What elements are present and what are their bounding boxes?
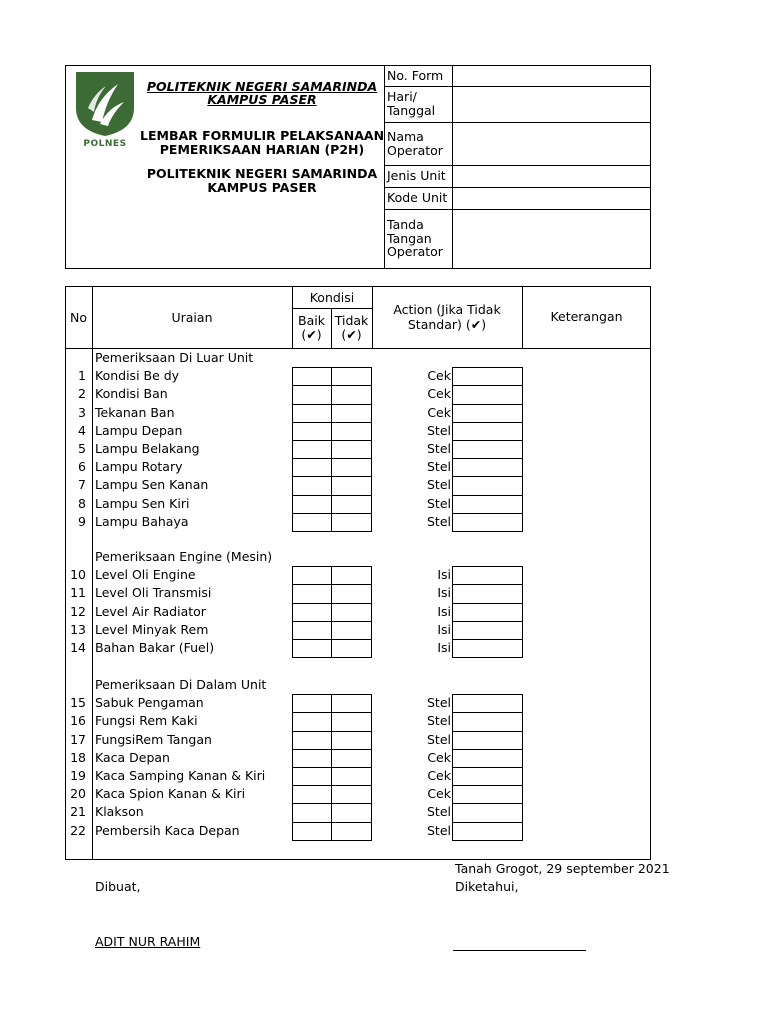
info-value-jenis-unit[interactable]	[453, 166, 650, 187]
item-action: Stel	[427, 477, 451, 493]
item-number: 17	[70, 731, 86, 747]
tidak-checkbox[interactable]	[331, 731, 372, 750]
item-number: 15	[70, 695, 86, 711]
keterangan-cell[interactable]	[452, 584, 523, 603]
section-title: Pemeriksaan Engine (Mesin)	[95, 549, 273, 564]
item-number: 18	[70, 749, 86, 765]
keterangan-cell[interactable]	[452, 440, 523, 459]
tidak-checkbox[interactable]	[331, 422, 372, 441]
col-header-tidak-check: (✔)	[341, 327, 362, 342]
col-header-action: Action (Jika Tidak	[393, 302, 501, 317]
col-header-tidak: Tidak	[334, 313, 369, 328]
item-name: Level Minyak Rem	[95, 621, 209, 637]
item-name: Lampu Sen Kanan	[95, 477, 209, 493]
keterangan-cell[interactable]	[452, 639, 523, 658]
info-label-operator: Operator	[387, 143, 443, 158]
item-action: Cek	[427, 768, 451, 783]
item-number: 5	[78, 441, 86, 456]
item-action: Cek	[427, 368, 451, 384]
item-name: Lampu Bahaya	[95, 513, 189, 529]
item-number: 14	[70, 640, 86, 655]
tidak-checkbox[interactable]	[331, 566, 372, 585]
col-header-baik: Baik	[298, 313, 325, 328]
item-name: Lampu Belakang	[95, 441, 200, 456]
baik-checkbox[interactable]	[292, 495, 332, 514]
col-header-baik-check: (✔)	[301, 327, 322, 342]
item-number: 9	[78, 513, 86, 529]
info-value-no-form[interactable]	[453, 66, 650, 86]
baik-checkbox[interactable]	[292, 639, 332, 658]
baik-checkbox[interactable]	[292, 422, 332, 441]
made-by-label: Dibuat,	[95, 879, 141, 894]
item-name: Level Oli Transmisi	[95, 585, 212, 601]
item-number: 20	[70, 786, 86, 802]
baik-checkbox[interactable]	[292, 566, 332, 585]
keterangan-cell[interactable]	[452, 749, 523, 768]
baik-checkbox[interactable]	[292, 458, 332, 477]
item-name: Kaca Samping Kanan & Kiri	[95, 768, 266, 783]
form-title-line2: PEMERIKSAAN HARIAN (P2H)	[159, 142, 365, 157]
info-label-tangan: Tangan	[387, 231, 432, 246]
baik-checkbox[interactable]	[292, 404, 332, 423]
keterangan-cell[interactable]	[452, 731, 523, 750]
info-value-tanda-tangan[interactable]	[453, 210, 650, 268]
keterangan-cell[interactable]	[452, 476, 523, 495]
item-name: Fungsi Rem Kaki	[95, 713, 198, 729]
item-action: Stel	[427, 695, 451, 711]
item-action: Isi	[437, 621, 451, 637]
tidak-checkbox[interactable]	[331, 712, 372, 731]
info-value-hari-tanggal[interactable]	[453, 87, 650, 122]
item-action: Stel	[427, 441, 451, 456]
baik-checkbox[interactable]	[292, 476, 332, 495]
keterangan-cell[interactable]	[452, 422, 523, 441]
info-value-nama-operator[interactable]	[453, 123, 650, 165]
keterangan-cell[interactable]	[452, 603, 523, 622]
item-name: Pembersih Kaca Depan	[95, 822, 240, 838]
info-label-jenis-unit: Jenis Unit	[387, 168, 446, 183]
baik-checkbox[interactable]	[292, 584, 332, 603]
item-name: Sabuk Pengaman	[95, 695, 204, 711]
item-number: 12	[70, 603, 86, 619]
tidak-checkbox[interactable]	[331, 404, 372, 423]
info-label-operator-sign: Operator	[387, 244, 443, 259]
institution2-line1: POLITEKNIK NEGERI SAMARINDA	[146, 166, 378, 181]
info-label-no-form: No. Form	[387, 68, 444, 83]
item-action: Isi	[437, 603, 451, 619]
tidak-checkbox[interactable]	[331, 367, 372, 386]
item-action: Stel	[427, 731, 451, 747]
baik-checkbox[interactable]	[292, 767, 332, 786]
tidak-checkbox[interactable]	[331, 621, 372, 640]
keterangan-cell[interactable]	[452, 385, 523, 404]
item-number: 22	[70, 822, 86, 838]
baik-checkbox[interactable]	[292, 603, 332, 622]
baik-checkbox[interactable]	[292, 621, 332, 640]
item-name: Kondisi Be dy	[95, 368, 180, 384]
baik-checkbox[interactable]	[292, 803, 332, 822]
tidak-checkbox[interactable]	[331, 584, 372, 603]
keterangan-cell[interactable]	[452, 513, 523, 532]
tidak-checkbox[interactable]	[331, 603, 372, 622]
item-action: Stel	[427, 459, 451, 475]
tidak-checkbox[interactable]	[331, 495, 372, 514]
item-number: 8	[78, 495, 86, 511]
tidak-checkbox[interactable]	[331, 803, 372, 822]
col-header-kondisi: Kondisi	[309, 290, 355, 305]
item-number: 19	[70, 768, 86, 783]
baik-checkbox[interactable]	[292, 367, 332, 386]
info-label-hari: Hari/	[387, 89, 417, 104]
item-action: Stel	[427, 495, 451, 511]
section-title: Pemeriksaan Di Luar Unit	[95, 350, 254, 365]
baik-checkbox[interactable]	[292, 731, 332, 750]
place-date: Tanah Grogot, 29 september 2021	[455, 861, 670, 876]
keterangan-cell[interactable]	[452, 694, 523, 713]
baik-checkbox[interactable]	[292, 440, 332, 459]
item-name: Level Oli Engine	[95, 567, 196, 583]
keterangan-cell[interactable]	[452, 822, 523, 841]
baik-checkbox[interactable]	[292, 513, 332, 532]
institution-name-line1: POLITEKNIK NEGERI SAMARINDA	[146, 79, 378, 94]
item-number: 10	[70, 567, 86, 583]
acknowledged-label: Diketahui,	[455, 879, 519, 894]
item-action: Cek	[427, 749, 451, 765]
info-value-kode-unit[interactable]	[453, 188, 650, 209]
item-action: Cek	[427, 786, 451, 802]
item-name: Kaca Depan	[95, 749, 170, 765]
keterangan-cell[interactable]	[452, 566, 523, 585]
col-header-no: No	[70, 310, 87, 325]
item-action: Stel	[427, 713, 451, 729]
item-number: 11	[70, 585, 86, 601]
keterangan-cell[interactable]	[452, 367, 523, 386]
form-title-line1: LEMBAR FORMULIR PELAKSANAAN	[140, 128, 385, 143]
tidak-checkbox[interactable]	[331, 513, 372, 532]
tidak-checkbox[interactable]	[331, 822, 372, 841]
baik-checkbox[interactable]	[292, 785, 332, 804]
col-header-keterangan: Keterangan	[550, 309, 623, 324]
item-number: 4	[78, 422, 86, 438]
item-action: Isi	[437, 567, 451, 583]
tidak-checkbox[interactable]	[331, 385, 372, 404]
keterangan-cell[interactable]	[452, 803, 523, 822]
item-name: Lampu Sen Kiri	[95, 495, 190, 511]
item-number: 16	[70, 713, 86, 729]
keterangan-cell[interactable]	[452, 785, 523, 804]
item-number: 3	[78, 404, 86, 420]
item-number: 13	[70, 621, 86, 637]
header-divider	[384, 65, 385, 269]
item-number: 21	[70, 804, 86, 820]
keterangan-cell[interactable]	[452, 458, 523, 477]
item-action: Isi	[437, 585, 451, 601]
col-header-uraian: Uraian	[171, 310, 213, 325]
item-action: Stel	[427, 422, 451, 438]
item-number: 2	[78, 386, 86, 402]
baik-checkbox[interactable]	[292, 385, 332, 404]
baik-checkbox[interactable]	[292, 712, 332, 731]
col-header-action-2: Standar) (✔)	[407, 317, 487, 332]
item-action: Stel	[427, 804, 451, 820]
item-number: 7	[78, 477, 86, 493]
tidak-checkbox[interactable]	[331, 458, 372, 477]
item-action: Isi	[437, 640, 451, 655]
info-label-nama: Nama	[387, 129, 424, 144]
item-number: 1	[78, 368, 86, 384]
keterangan-cell[interactable]	[452, 404, 523, 423]
keterangan-cell[interactable]	[452, 712, 523, 731]
item-name: Lampu Depan	[95, 422, 183, 438]
tidak-checkbox[interactable]	[331, 440, 372, 459]
item-action: Cek	[427, 404, 451, 420]
keterangan-cell[interactable]	[452, 495, 523, 514]
item-name: Level Air Radiator	[95, 603, 206, 619]
baik-checkbox[interactable]	[292, 822, 332, 841]
item-action: Stel	[427, 513, 451, 529]
institution2-line2: KAMPUS PASER	[207, 180, 317, 195]
section-title: Pemeriksaan Di Dalam Unit	[95, 677, 267, 692]
item-name: Bahan Bakar (Fuel)	[95, 640, 215, 655]
signature-line	[453, 950, 586, 951]
tidak-checkbox[interactable]	[331, 749, 372, 768]
tidak-checkbox[interactable]	[331, 767, 372, 786]
maker-name: ADIT NUR RAHIM	[95, 934, 201, 949]
tidak-checkbox[interactable]	[331, 785, 372, 804]
institution-name-line2: KAMPUS PASER	[207, 92, 317, 107]
tidak-checkbox[interactable]	[331, 476, 372, 495]
item-name: FungsiRem Tangan	[95, 731, 212, 747]
item-action: Cek	[427, 386, 451, 402]
item-name: Kondisi Ban	[95, 386, 168, 402]
item-action: Stel	[427, 822, 451, 838]
keterangan-cell[interactable]	[452, 767, 523, 786]
item-number: 6	[78, 459, 86, 475]
info-label-kode-unit: Kode Unit	[387, 190, 448, 205]
baik-checkbox[interactable]	[292, 694, 332, 713]
tidak-checkbox[interactable]	[331, 639, 372, 658]
item-name: Tekanan Ban	[95, 404, 175, 420]
baik-checkbox[interactable]	[292, 749, 332, 768]
tidak-checkbox[interactable]	[331, 694, 372, 713]
item-name: Kaca Spion Kanan & Kiri	[95, 786, 246, 802]
info-label-tanggal: Tanggal	[387, 103, 436, 118]
info-label-tanda: Tanda	[387, 217, 424, 232]
item-name: Klakson	[95, 804, 144, 820]
item-name: Lampu Rotary	[95, 459, 183, 475]
keterangan-cell[interactable]	[452, 621, 523, 640]
logo-text: POLNES	[83, 139, 127, 149]
